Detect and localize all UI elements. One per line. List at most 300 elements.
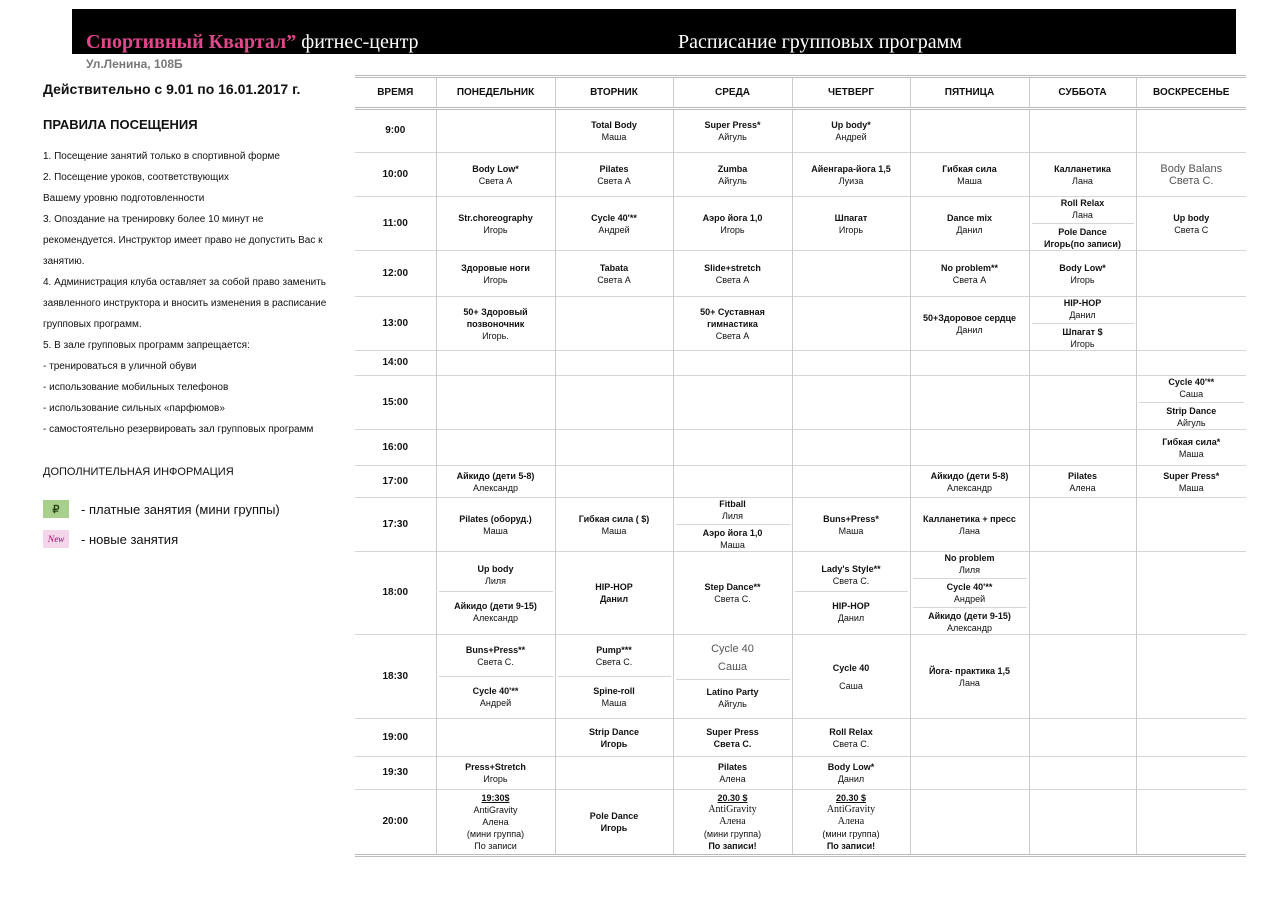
class-name: Press+Stretch [465,762,526,772]
class-cell [555,719,673,757]
class-cell [555,757,673,790]
class-name: AntiGravity [826,804,876,815]
class-name: AntiGravity [473,805,518,815]
class-cell [555,466,673,498]
instructor: Маша [720,540,745,550]
instructor: Света А [478,175,513,186]
col-wednesday: СРЕДА [673,77,792,109]
header-row [355,77,1246,109]
col-saturday: СУББОТА [1029,77,1136,109]
class-name: Up body [477,563,514,574]
rule-line: - самостоятельно резервировать зал групповых программ [43,424,314,435]
class-cell [436,430,555,466]
instructor: Лана [1072,175,1093,186]
class-cell [910,430,1029,466]
class-name: Total Body [591,120,637,130]
class-cell [1136,757,1246,790]
class-time: 20.30 $ [835,793,867,803]
brand-suffix: фитнес-центр [296,31,419,53]
class-name: Айкидо (дети 9-15) [928,611,1011,621]
class-slot [1032,323,1134,350]
instructor: Маша [1178,482,1204,493]
class-name: Spine-roll [593,686,635,696]
class-cell [910,297,1029,351]
class-cell [555,498,673,552]
class-cell [910,757,1029,790]
class-cell [1136,297,1246,351]
instructor: Маша [838,525,864,536]
instructor: Данил [956,224,983,235]
table-row [355,351,1246,376]
class-cell [792,757,910,790]
rule-line: 3. Опоздание на тренировку более 10 минут не [43,214,264,225]
class-slot [795,591,908,624]
class-cell [792,197,910,251]
legend-paid [43,500,348,518]
rules-panel [43,80,348,560]
time-cell: 12:00 [355,251,436,297]
class-cell [910,109,1029,153]
class-cell [673,109,792,153]
class-cell [555,552,673,635]
class-cell [1029,153,1136,197]
instructor: Света С. [595,657,633,667]
class-cell [673,635,792,719]
class-cell [792,498,910,552]
instructor: Андрей [953,594,986,604]
instructor: Света С. [477,657,514,667]
class-name: Pilates [717,762,748,772]
class-cell [555,635,673,719]
class-cell [1029,757,1136,790]
class-name: Cycle 40 [711,643,754,655]
class-name: 50+ Здоровый позвоночник [463,306,528,329]
class-cell [1029,719,1136,757]
class-name: AntiGravity [708,804,757,815]
class-name: Buns+Press** [465,645,526,655]
class-cell [555,376,673,430]
class-cell [792,351,910,376]
rule-line: 2. Посещение уроков, соответствующих [43,172,229,183]
instructor: Света С. [832,575,870,586]
class-cell [673,498,792,552]
class-name: Pole Dance [589,811,639,821]
class-name: HIP-HOP [1063,298,1102,308]
instructor: Игорь [1070,339,1095,349]
group-note: (мини группа) [703,829,762,839]
instructor: Игорь [600,738,628,749]
class-name: Super Press* [1163,470,1220,481]
instructor: Александр [472,482,519,493]
instructor: Света А [715,330,750,341]
class-name: Cycle 40'** [472,686,519,696]
instructor: Лиля [484,575,507,586]
instructor: Света С. [713,738,752,749]
class-name: Айкидо (дети 9-15) [454,600,537,611]
class-cell [1136,466,1246,498]
rule-line: занятию. [43,256,85,267]
class-cell [436,297,555,351]
instructor: Данил [599,594,629,604]
col-friday: ПЯТНИЦА [910,77,1029,109]
class-name: Buns+Press* [823,513,879,524]
rule-line: Вашему уровню подготовленности [43,193,205,204]
table-row [355,109,1246,153]
booking-note: По записи! [708,841,757,851]
time-cell: 13:00 [355,297,436,351]
class-slot [439,591,553,624]
table-row [355,719,1246,757]
class-name: 50+ Суставная гимнастика [700,306,765,329]
class-cell [436,790,555,856]
rule-line: групповых программ. [43,319,142,330]
class-cell [436,552,555,635]
class-cell [910,552,1029,635]
class-cell [673,757,792,790]
legend-new [43,530,348,548]
rules-title: ПРАВИЛА ПОСЕЩЕНИЯ [43,117,198,132]
col-time: ВРЕМЯ [355,77,436,109]
class-name: Roll Relax [829,726,873,737]
class-cell [792,719,910,757]
class-name: Roll Relax [1060,198,1105,208]
instructor: Данил [956,324,983,335]
class-cell [673,351,792,376]
class-cell [436,109,555,153]
instructor: Маша [601,132,627,142]
class-cell [1029,430,1136,466]
time-cell: 17:30 [355,498,436,552]
class-cell [436,153,555,197]
instructor: Саша [717,661,748,673]
class-cell [673,552,792,635]
table-row [355,790,1246,856]
class-cell [1029,109,1136,153]
class-cell [792,635,910,719]
class-cell [792,153,910,197]
class-name: Strip Dance [1166,406,1217,416]
instructor: Айгуль [718,699,747,709]
class-cell [792,430,910,466]
instructor: Алена [837,816,865,827]
class-name: Tabata [599,262,629,273]
table-row [355,552,1246,635]
class-cell [1136,197,1246,251]
instructor: Андрей [479,698,512,708]
rule-line: - использование сильных «парфюмов» [43,403,225,414]
instructor: Данил [1069,310,1096,320]
instructor: Лана [959,677,980,688]
class-cell [436,351,555,376]
additional-info-title: ДОПОЛНИТЕЛЬНАЯ ИНФОРМАЦИЯ [43,466,234,478]
time-cell: 16:00 [355,430,436,466]
class-cell [1136,251,1246,297]
time-cell: 9:00 [355,109,436,153]
group-note: (мини группа) [822,829,880,839]
class-cell [910,376,1029,430]
class-cell [1029,251,1136,297]
rule-line: - использование мобильных телефонов [43,382,229,393]
class-name: Step Dance** [704,582,761,592]
instructor: Маша [601,525,627,536]
class-name: Lady's Style** [821,563,881,574]
class-name: Body Low* [1059,262,1106,273]
class-name: Pilates (оборуд.) [459,513,532,524]
class-name: Шпагат [834,212,868,223]
table-row [355,498,1246,552]
class-cell [673,466,792,498]
class-cell [792,790,910,856]
class-cell [792,552,910,635]
class-cell [555,153,673,197]
class-name: Up body* [831,120,871,130]
time-cell: 19:00 [355,719,436,757]
class-cell [792,466,910,498]
instructor: Лиля [958,565,981,575]
class-slot [913,578,1027,605]
class-name: Йога- практика 1,5 [928,665,1011,676]
rule-line: 1. Посещение занятий только в спортивной форме [43,151,280,162]
class-slot [1032,223,1134,250]
instructor: Игорь [483,774,508,784]
class-cell [1136,790,1246,856]
instructor: Света А [597,274,631,285]
class-cell [555,251,673,297]
instructor: Игорь. [482,330,509,341]
class-cell [673,153,792,197]
class-name: Pilates [599,163,629,174]
instructor: Саша [839,680,863,691]
class-name: Гибкая сила ( $) [578,513,650,524]
instructor: Айгуль [718,132,747,142]
col-monday: ПОНЕДЕЛЬНИК [436,77,555,109]
class-name: Гибкая сила* [1162,436,1221,447]
instructor: Игорь [600,823,628,833]
class-name: Cycle 40'** [946,582,993,592]
class-slot [913,607,1027,634]
class-name: Cycle 40'** [1168,377,1215,387]
col-thursday: ЧЕТВЕРГ [792,77,910,109]
class-cell [673,790,792,856]
instructor: Алена [482,817,509,827]
class-cell [910,466,1029,498]
booking-note: По записи [474,841,517,851]
class-name: 50+Здоровое сердце [922,312,1017,323]
class-cell [910,790,1029,856]
rule-line: 4. Администрация клуба оставляет за собой право заменить [43,277,326,288]
class-cell [436,757,555,790]
instructor: Айгуль [1176,418,1206,428]
class-slot [676,524,790,551]
schedule-table [355,75,1246,857]
class-name: Аэро йога 1,0 [702,528,763,538]
page-title: Расписание групповых программ [678,31,962,53]
class-cell [436,376,555,430]
class-name: Body Low* [827,762,875,772]
brand-name-highlight: Спортивный Квартал” [86,31,297,53]
booking-note: По записи! [826,841,876,851]
instructor: Данил [837,612,865,623]
class-name: Up body [1173,212,1210,223]
table-row [355,297,1246,351]
class-cell [792,297,910,351]
time-cell: 14:00 [355,351,436,376]
col-sunday: ВОСКРЕСЕНЬЕ [1136,77,1246,109]
class-name: Super Press* [704,120,761,130]
instructor: Алена [719,774,746,784]
class-cell [792,251,910,297]
class-cell [910,635,1029,719]
instructor: Игорь [838,224,864,235]
table-row [355,153,1246,197]
class-cell [1029,376,1136,430]
time-cell: 15:00 [355,376,436,430]
class-cell [673,376,792,430]
class-cell [673,430,792,466]
class-cell [555,297,673,351]
group-note: (мини группа) [466,829,525,839]
class-cell [792,376,910,430]
class-cell [910,251,1029,297]
ruble-icon: ₽ [43,500,69,518]
class-name: Body Low* [472,163,519,174]
class-name: Latino Party [706,687,759,697]
class-cell [436,251,555,297]
table-row [355,376,1246,430]
instructor: Света А [952,274,987,285]
instructor: Света С. [832,738,870,749]
instructor: Игорь(по записи) [1044,239,1121,249]
class-cell [910,153,1029,197]
class-cell [555,109,673,153]
class-name: HIP-HOP [832,600,870,611]
class-cell [910,197,1029,251]
time-cell: 11:00 [355,197,436,251]
instructor: Лана [959,525,980,536]
instructor: Игорь [1070,274,1095,285]
instructor: Саша [1179,389,1204,399]
class-cell [910,498,1029,552]
instructor: Света С. [714,594,751,604]
class-cell [555,790,673,856]
class-cell [910,719,1029,757]
class-cell [1029,635,1136,719]
class-name: Аэро йога 1,0 [702,212,763,223]
instructor: Данил [837,774,865,784]
class-name: Cycle 40'** [591,212,637,223]
instructor: Игорь [720,224,745,235]
class-cell [673,719,792,757]
class-cell [1029,790,1136,856]
class-name: Pilates [1067,470,1098,481]
class-cell [1029,197,1136,251]
table-row [355,251,1246,297]
instructor: Андрей [835,132,867,142]
class-cell [1136,498,1246,552]
rule-line: - тренироваться в уличной обуви [43,361,197,372]
class-name: HIP-HOP [595,582,633,592]
class-slot [439,676,553,709]
class-cell [1136,430,1246,466]
class-name: Здоровые ноги [461,262,530,273]
class-cell [436,635,555,719]
class-name: Pole Dance [1058,227,1107,237]
class-cell [1029,466,1136,498]
class-name: Zumba [717,163,748,174]
instructor: Айгуль [718,175,747,186]
class-name: Super Press [706,726,759,737]
rule-line: 5. В зале групповых программ запрещается: [43,340,250,351]
time-cell: 20:00 [355,790,436,856]
class-cell [910,351,1029,376]
class-name: Str.choreography [458,212,533,223]
class-name: Slide+stretch [704,262,761,273]
table-row [355,635,1246,719]
header-bar [72,9,1236,54]
instructor: Алена [719,816,746,827]
instructor: Маша [1178,448,1204,459]
legend-paid-label: - платные занятия (мини группы) [81,501,280,517]
class-cell [1029,552,1136,635]
instructor: Алена [1069,482,1096,493]
class-cell [1029,297,1136,351]
instructor: Александр [946,623,993,633]
class-cell [436,197,555,251]
class-cell [555,197,673,251]
class-cell [1136,376,1246,430]
table-row [355,466,1246,498]
instructor: Маша [601,698,627,708]
col-tuesday: ВТОРНИК [555,77,673,109]
instructor: Александр [472,612,519,623]
validity-text: Действительно с 9.01 по 16.01.2017 г. [43,81,301,97]
class-name: Айкидо (дети 5-8) [930,470,1009,481]
class-time: 19:30$ [481,793,510,803]
time-cell: 17:00 [355,466,436,498]
class-name: No problem** [940,262,998,273]
class-cell [1029,351,1136,376]
class-slot [558,676,671,709]
time-cell: 18:30 [355,635,436,719]
class-time: 20.30 $ [717,793,748,803]
instructor: Света С. [1168,174,1214,187]
class-cell [1136,351,1246,376]
class-name: Гибкая сила [942,163,997,174]
instructor: Александр [946,482,993,493]
class-slot [1139,402,1245,429]
instructor: Маша [483,525,508,536]
new-badge-icon: New [43,530,69,548]
time-cell: 10:00 [355,153,436,197]
class-cell [1136,153,1246,197]
instructor: Луиза [838,175,864,186]
class-name: Dance mix [946,212,993,223]
class-name: No problem [944,553,995,563]
class-cell [673,197,792,251]
brand-name [86,31,419,54]
class-slot [676,679,790,710]
class-cell [555,351,673,376]
class-name: Калланетика [1054,163,1111,174]
class-cell [1136,719,1246,757]
class-cell [436,466,555,498]
instructor: Света А [715,274,750,285]
rule-line: рекомендуется. Инструктор имеет право не допустить Вас к [43,235,323,246]
instructor: Маша [957,175,982,186]
class-name: Fitball [719,499,746,509]
instructor: Игорь [483,224,508,235]
class-cell [1136,552,1246,635]
